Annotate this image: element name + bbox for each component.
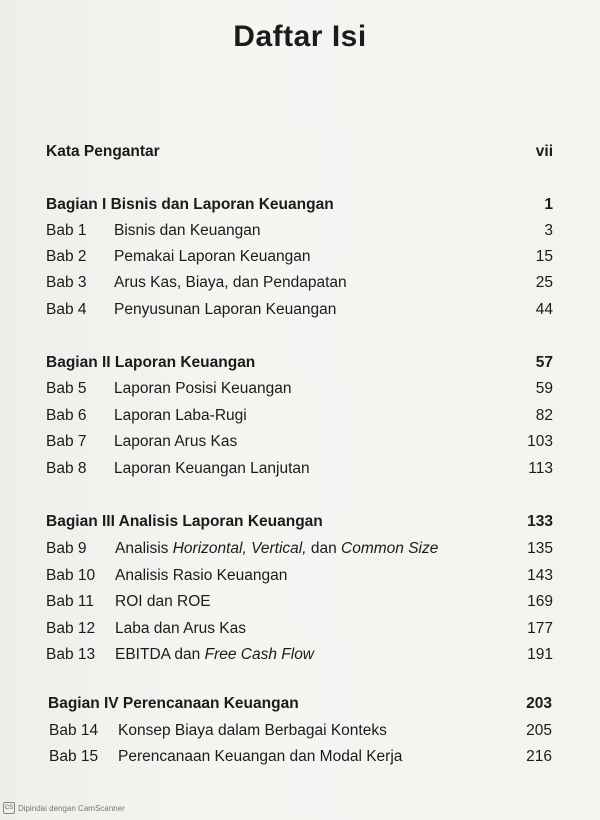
chapter-number: Bab 7 — [46, 433, 87, 450]
toc-chapter-row — [46, 644, 553, 666]
chapter-title: Analisis Rasio Keuangan — [115, 567, 288, 584]
chapter-title-part: Analisis — [115, 540, 173, 557]
chapter-number: Bab 15 — [49, 748, 99, 765]
page-number: 216 — [526, 748, 552, 765]
toc-chapter-row — [46, 272, 553, 294]
chapter-title: Bisnis dan Keuangan — [114, 222, 261, 239]
chapter-title: Penyusunan Laporan Keuangan — [114, 301, 337, 318]
chapter-title — [115, 538, 438, 560]
page-number: 59 — [535, 380, 553, 397]
chapter-title-part: Horizontal, Vertical, — [172, 540, 307, 557]
page-number: 133 — [527, 513, 553, 530]
chapter-number: Bab 12 — [46, 620, 96, 637]
section-title: Bagian I Bisnis dan Laporan Keuangan — [46, 196, 334, 213]
page-number: 57 — [535, 354, 553, 371]
chapter-title — [115, 644, 314, 666]
chapter-number: Bab 8 — [46, 460, 87, 477]
page-number: 205 — [526, 722, 552, 739]
section-title: Kata Pengantar — [46, 143, 160, 160]
chapter-number: Bab 3 — [46, 274, 87, 291]
chapter-title-part: dan — [306, 540, 342, 557]
section-title: Bagian III Analisis Laporan Keuangan — [46, 513, 323, 530]
chapter-title: Konsep Biaya dalam Berbagai Konteks — [118, 722, 387, 739]
chapter-title: Laporan Arus Kas — [114, 433, 238, 450]
page-number: 82 — [535, 407, 553, 424]
chapter-title: Arus Kas, Biaya, dan Pendapatan — [114, 274, 347, 291]
toc-chapter-row — [46, 378, 553, 400]
page-number: 3 — [544, 222, 553, 239]
chapter-number: Bab 11 — [46, 593, 94, 610]
page-number: vii — [535, 143, 553, 160]
chapter-number: Bab 6 — [46, 407, 87, 424]
chapter-title-part: EBITDA dan — [115, 646, 205, 663]
chapter-number: Bab 13 — [46, 646, 96, 663]
page-number: 15 — [535, 248, 553, 265]
toc-chapter-row — [46, 431, 553, 453]
toc-chapter-row — [46, 538, 553, 560]
toc-chapter-row — [46, 220, 553, 242]
toc-chapter-row — [46, 618, 553, 640]
page-number: 191 — [527, 646, 553, 663]
page-number: 203 — [526, 695, 552, 712]
camscanner-logo-icon: CS — [3, 802, 15, 814]
toc-chapter-row — [49, 746, 552, 768]
toc-chapter-row — [46, 405, 553, 427]
page-title: Daftar Isi — [233, 20, 367, 53]
chapter-title: Laba dan Arus Kas — [115, 620, 246, 637]
chapter-title: Laporan Keuangan Lanjutan — [114, 460, 310, 477]
page-number: 25 — [535, 274, 553, 291]
toc-section-row — [46, 194, 553, 216]
page-number: 135 — [527, 540, 553, 557]
section-title: Bagian IV Perencanaan Keuangan — [48, 695, 299, 712]
chapter-title: Perencanaan Keuangan dan Modal Kerja — [118, 748, 403, 765]
scanner-footer-text: Dipindai dengan CamScanner — [18, 803, 125, 813]
chapter-title-part: Common Size — [341, 540, 439, 557]
chapter-title: Laporan Laba-Rugi — [114, 407, 247, 424]
page-number: 113 — [528, 460, 553, 477]
section-title: Bagian II Laporan Keuangan — [46, 354, 256, 371]
chapter-number: Bab 10 — [46, 567, 96, 584]
toc-section-row — [48, 693, 552, 715]
chapter-title: Laporan Posisi Keuangan — [114, 380, 292, 397]
toc-section-row — [46, 352, 553, 374]
page-number: 177 — [527, 620, 553, 637]
scanner-footer — [3, 802, 125, 814]
toc-chapter-row — [46, 565, 553, 587]
page-number: 44 — [535, 301, 553, 318]
page-number: 103 — [527, 433, 553, 450]
toc-chapter-row — [46, 591, 553, 613]
toc-chapter-row — [46, 299, 553, 321]
chapter-title: Pemakai Laporan Keuangan — [114, 248, 311, 265]
toc-section-row — [46, 141, 553, 163]
chapter-number: Bab 9 — [46, 540, 87, 557]
chapter-title: ROI dan ROE — [115, 593, 211, 610]
chapter-title-part: Free Cash Flow — [204, 646, 315, 663]
page-number: 143 — [527, 567, 553, 584]
chapter-number: Bab 5 — [46, 380, 87, 397]
chapter-number: Bab 14 — [49, 722, 99, 739]
toc-chapter-row — [46, 246, 553, 268]
toc-chapter-row — [49, 720, 552, 742]
chapter-number: Bab 1 — [46, 222, 87, 239]
toc-section-row — [46, 511, 553, 533]
toc-chapter-row — [46, 458, 553, 480]
page-number: 169 — [527, 593, 553, 610]
chapter-number: Bab 4 — [46, 301, 87, 318]
chapter-number: Bab 2 — [46, 248, 87, 265]
page-number: 1 — [544, 196, 553, 213]
